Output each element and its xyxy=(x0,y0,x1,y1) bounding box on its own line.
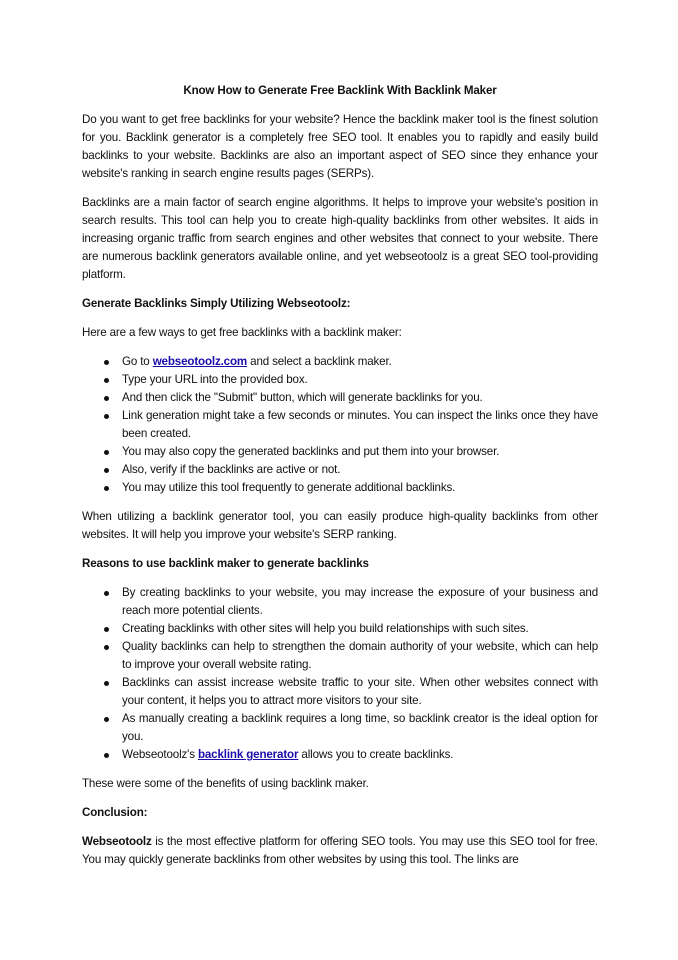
paragraph-intro: Do you want to get free backlinks for your website? Hence the backlink maker tool is the finest solution for you. Backlink generator is a completely free SEO tool. It enables you to rapidly and easily build backlinks to your website. Backlinks are also an important aspect of SEO since they enhance your website's ranking in search engine results pages (SERPs). xyxy=(82,113,598,180)
heading-generate-backlinks: Generate Backlinks Simply Utilizing Webseotoolz: xyxy=(82,297,351,310)
steps-list xyxy=(82,353,598,497)
paragraph-conclusion xyxy=(82,833,598,869)
list-item-text: Go to xyxy=(122,355,153,368)
paragraph-factors: Backlinks are a main factor of search engine algorithms. It helps to improve your website's position in search results. This tool can help you to create high-quality backlinks from other websites. It aids in increasing organic traffic from search engines and other websites that connect to your website. There are numerous backlink generators available online, and yet webseotoolz is a great SEO tool-providing platform. xyxy=(82,196,598,281)
backlink-generator-link[interactable]: backlink generator xyxy=(197,748,299,761)
heading-reasons: Reasons to use backlink maker to generate backlinks xyxy=(82,557,369,570)
list-item xyxy=(82,746,598,764)
list-item-text: and select a backlink maker. xyxy=(247,355,392,368)
conclusion-text: is the most effective platform for offering SEO tools. You may use this SEO tool for free. You may quickly generate backlinks from other websites by using this tool. The links are xyxy=(82,835,598,866)
list-item: Creating backlinks with other sites will help you build relationships with such sites. xyxy=(82,620,598,638)
list-item-text: allows you to create backlinks. xyxy=(298,748,454,761)
conclusion-brand: Webseotoolz xyxy=(82,835,152,848)
list-item xyxy=(82,353,598,371)
list-item: By creating backlinks to your website, you may increase the exposure of your business and reach more potential clients. xyxy=(82,584,598,620)
paragraph-benefits: These were some of the benefits of using backlink maker. xyxy=(82,777,369,790)
list-item: Also, verify if the backlinks are active or not. xyxy=(82,461,598,479)
list-item: As manually creating a backlink requires a long time, so backlink creator is the ideal option for you. xyxy=(82,710,598,746)
list-item: You may also copy the generated backlinks and put them into your browser. xyxy=(82,443,598,461)
list-item: Backlinks can assist increase website traffic to your site. When other websites connect with your content, it helps you to attract more visitors to your site. xyxy=(82,674,598,710)
heading-conclusion: Conclusion: xyxy=(82,806,148,819)
document-title: Know How to Generate Free Backlink With Backlink Maker xyxy=(183,84,497,97)
list-item: You may utilize this tool frequently to generate additional backlinks. xyxy=(82,479,598,497)
list-item: Quality backlinks can help to strengthen the domain authority of your website, which can help to improve your overall website rating. xyxy=(82,638,598,674)
webseotoolz-link[interactable]: webseotoolz.com xyxy=(152,355,248,368)
list-item: Link generation might take a few seconds or minutes. You can inspect the links once they have been created. xyxy=(82,407,598,443)
list-item: Type your URL into the provided box. xyxy=(82,371,598,389)
paragraph-generator-tool: When utilizing a backlink generator tool, you can easily produce high-quality backlinks from other websites. It will help you improve your website's SERP ranking. xyxy=(82,510,598,541)
list-item-text: Webseotoolz's xyxy=(122,748,198,761)
document-page xyxy=(82,82,598,880)
reasons-list xyxy=(82,584,598,764)
paragraph-ways-intro: Here are a few ways to get free backlinks with a backlink maker: xyxy=(82,326,402,339)
list-item: And then click the "Submit" button, which will generate backlinks for you. xyxy=(82,389,598,407)
